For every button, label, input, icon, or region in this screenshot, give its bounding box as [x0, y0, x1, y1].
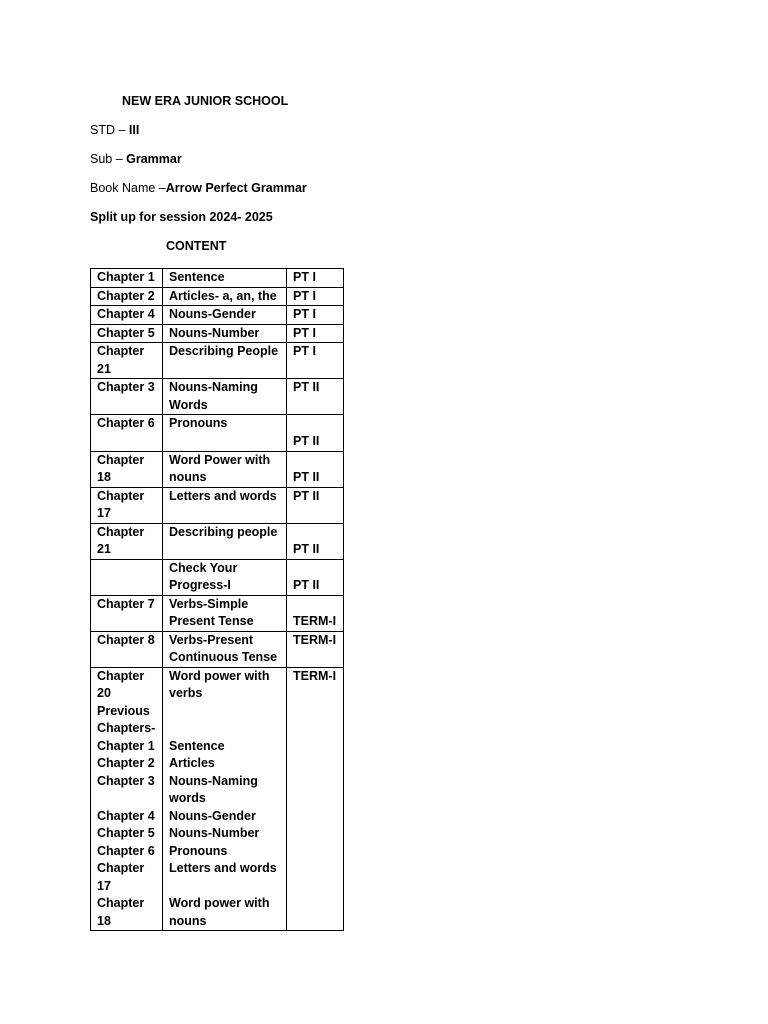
term-cell: PT I: [287, 306, 344, 325]
topic-cell: Describing People: [163, 343, 287, 379]
table-row: [91, 595, 344, 631]
topic-cell: Verbs-Simple Present Tense: [163, 595, 287, 631]
table-row: [91, 269, 344, 288]
topic-line-spacer: [169, 878, 280, 896]
chapter-line: Chapter 18: [97, 896, 145, 928]
chapter-cell: Chapter 7: [91, 595, 163, 631]
topic-cell: Articles- a, an, the: [163, 287, 287, 306]
chapter-line: Chapter 1: [97, 738, 155, 753]
chapter-cell: Chapter 21: [91, 343, 163, 379]
topic-line: Letters and words: [169, 861, 277, 875]
term-cell: TERM-I: [287, 667, 344, 931]
topic-cell: Word Power with nouns: [163, 451, 287, 487]
term-cell: TERM-I: [287, 631, 344, 667]
chapter-cell: Chapter 17: [91, 487, 163, 523]
chapter-cell: Chapter 8: [91, 631, 163, 667]
chapter-line: Chapter 20: [97, 668, 145, 700]
chapter-cell: Chapter 6: [91, 415, 163, 452]
topic-line: Nouns-Naming words: [169, 773, 258, 805]
chapter-cell: [91, 559, 163, 595]
term-cell: TERM-I: [287, 595, 344, 631]
table-row: [91, 451, 344, 487]
topic-line: Word power with nouns: [169, 896, 270, 928]
chapter-line: Chapter 5: [97, 826, 155, 840]
topic-line-spacer: [169, 703, 280, 738]
chapter-line: Previous Chapters-: [97, 703, 156, 735]
topic-cell: Sentence: [163, 269, 287, 288]
subject-label: Sub –: [90, 152, 127, 166]
subject-value: Grammar: [126, 152, 182, 166]
term-cell: PT I: [287, 269, 344, 288]
topic-cell: Nouns-Number: [163, 324, 287, 343]
topic-cell: Nouns-Gender: [163, 306, 287, 325]
chapter-line: Chapter 4: [97, 808, 155, 823]
chapter-list-cell: [91, 667, 163, 931]
term-cell: PT I: [287, 287, 344, 306]
chapter-line-spacer: [97, 790, 156, 808]
book-name-label: Book Name –: [90, 181, 166, 195]
topic-line: Nouns-Number: [169, 826, 260, 840]
std-label: STD –: [90, 123, 129, 137]
table-row: [91, 487, 344, 523]
school-name: NEW ERA JUNIOR SCHOOL: [122, 94, 289, 108]
table-row: [91, 559, 344, 595]
std-line: [90, 123, 139, 137]
term-cell: PT II: [287, 559, 344, 595]
term-cell: PT II: [287, 379, 344, 415]
topic-line: Sentence: [169, 738, 225, 753]
syllabus-table-body: [91, 269, 344, 931]
chapter-cell: Chapter 21: [91, 523, 163, 559]
table-row: [91, 631, 344, 667]
topic-line: Nouns-Gender: [169, 808, 256, 823]
topic-cell: Verbs-Present Continuous Tense: [163, 631, 287, 667]
table-row: [91, 324, 344, 343]
topic-cell: Describing people: [163, 523, 287, 559]
table-row: [91, 306, 344, 325]
term-cell: PT II: [287, 415, 344, 452]
topic-cell: Check Your Progress-I: [163, 559, 287, 595]
subject-line: [90, 152, 182, 166]
topic-line: Pronouns: [169, 843, 228, 858]
chapter-cell: Chapter 1: [91, 269, 163, 288]
term-cell: PT I: [287, 324, 344, 343]
topic-line: Articles: [169, 756, 215, 770]
term-cell: PT II: [287, 487, 344, 523]
table-row: [91, 523, 344, 559]
term-cell: PT I: [287, 343, 344, 379]
topic-cell: Nouns-Naming Words: [163, 379, 287, 415]
table-row: [91, 379, 344, 415]
chapter-line: Chapter 17: [97, 861, 145, 893]
chapter-line: Chapter 2: [97, 756, 155, 770]
std-value: III: [128, 123, 140, 137]
chapter-cell: Chapter 3: [91, 379, 163, 415]
content-heading: CONTENT: [166, 239, 227, 253]
term-cell: PT II: [287, 451, 344, 487]
topic-cell: Letters and words: [163, 487, 287, 523]
chapter-line: Chapter 3: [97, 773, 155, 788]
topic-cell: Pronouns: [163, 415, 287, 452]
chapter-cell: Chapter 4: [91, 306, 163, 325]
table-row: [91, 287, 344, 306]
syllabus-table: [90, 268, 344, 931]
table-row-last: [91, 667, 344, 931]
topic-line: Word power with verbs: [169, 668, 270, 700]
chapter-cell: Chapter 2: [91, 287, 163, 306]
table-row: [91, 415, 344, 452]
term-cell: PT II: [287, 523, 344, 559]
book-name-line: [90, 181, 307, 195]
chapter-cell: Chapter 5: [91, 324, 163, 343]
topic-list-cell: [163, 667, 287, 931]
chapter-line: Chapter 6: [97, 843, 155, 858]
chapter-cell: Chapter 18: [91, 451, 163, 487]
table-row: [91, 343, 344, 379]
session-line: Split up for session 2024- 2025: [90, 210, 273, 224]
book-name-value: Arrow Perfect Grammar: [165, 181, 307, 195]
